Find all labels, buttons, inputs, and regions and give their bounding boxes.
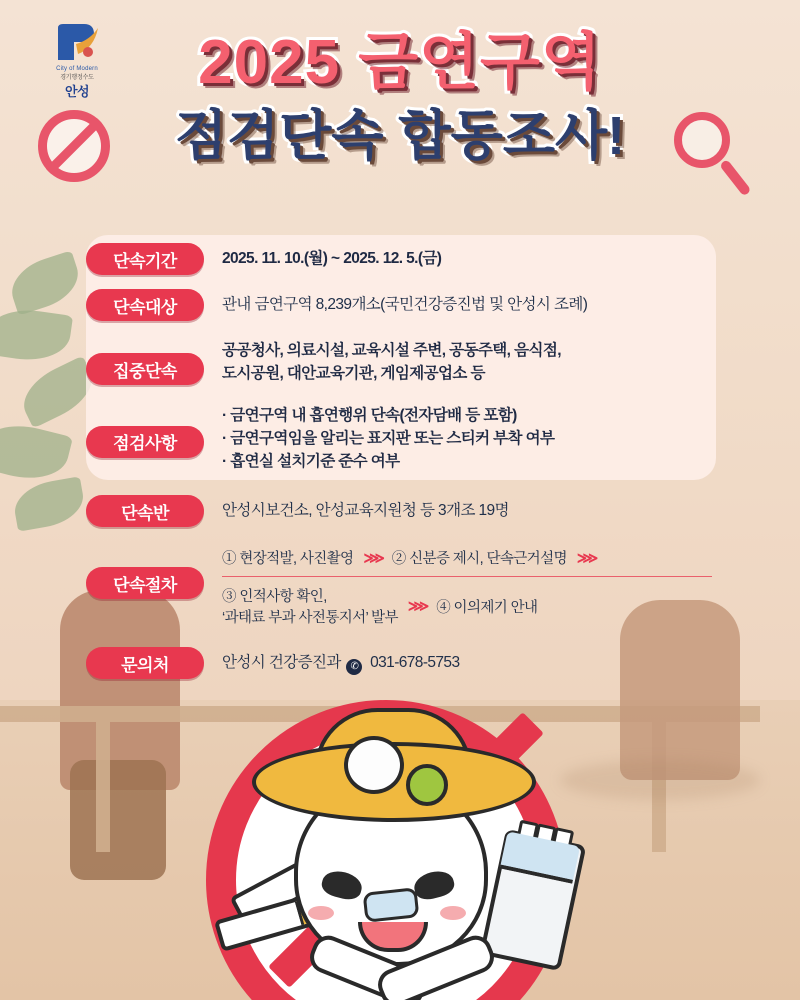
row-tag-target: 단속대상 xyxy=(86,289,204,321)
row-value-target xyxy=(222,289,587,316)
mascot-blush-left xyxy=(308,906,334,920)
procedure-step-3 xyxy=(222,585,398,627)
row-line: 도시공원, 대안교육기관, 게임제공업소 등 xyxy=(222,365,485,383)
row-team xyxy=(86,495,726,527)
procedure-divider xyxy=(222,576,712,577)
procedure-step-2: ② 신분증 제시, 단속근거설명 xyxy=(391,551,567,568)
row-tag-contact: 문의처 xyxy=(86,647,204,679)
phone-icon: ✆ xyxy=(346,659,362,675)
contact-phone[interactable]: 031-678-5753 xyxy=(370,654,460,672)
row-checklist xyxy=(86,400,726,474)
chevron-right-icon: ⋙ xyxy=(407,598,427,616)
info-rows xyxy=(86,243,726,693)
contact-department: 안성시 건강증진과 xyxy=(222,654,341,672)
title-line-2: 점검단속 합동조사! xyxy=(174,106,626,167)
mascot-illustration xyxy=(196,690,616,1000)
procedure-row-1 xyxy=(222,541,712,574)
background-person-left-legs xyxy=(70,760,166,880)
procedure-step-4: ④ 이의제기 안내 xyxy=(436,599,538,616)
mascot-pompom xyxy=(344,736,404,794)
row-line: 관내 금연구역 8,239개소(국민건강증진법 및 안성시 조례) xyxy=(222,296,588,313)
logo-city-kr: 경기행정수도 xyxy=(60,75,94,81)
row-line: 공공청사, 의료시설, 교육시설 주변, 공동주택, 음식점, xyxy=(222,342,561,359)
chevron-right-icon: ⋙ xyxy=(363,549,382,567)
row-line: · 금연구역 내 흡연행위 단속(전자담배 등 포함) xyxy=(222,406,517,424)
row-line: 2025. 11. 10.(월) ~ 2025. 12. 5.(금) xyxy=(222,250,442,267)
row-period xyxy=(86,243,726,275)
logo-city-en: City of Modern xyxy=(56,66,98,72)
row-tag-procedure: 단속절차 xyxy=(86,567,204,599)
procedure-step-3-line2: ‘과태료 부과 사전통지서’ 발부 xyxy=(222,610,398,627)
procedure-step-3-line1: ③ 인적사항 확인, xyxy=(222,589,327,606)
logo-city-name: 안성 xyxy=(64,84,90,99)
row-procedure xyxy=(86,541,726,633)
row-tag-focus: 집중단속 xyxy=(86,353,204,385)
mascot-nose-patch xyxy=(363,887,420,922)
procedure-step-1: ① 현장적발, 사진촬영 xyxy=(222,551,354,568)
mascot-hat-badge xyxy=(406,764,448,806)
chevron-right-icon: ⋙ xyxy=(576,549,596,567)
procedure-steps xyxy=(222,541,712,633)
mascot-blush-right xyxy=(440,906,466,920)
procedure-row-2 xyxy=(222,579,712,633)
row-value-team xyxy=(222,495,509,522)
row-line: · 금연구역임을 알리는 표지판 또는 스티커 부착 여부 xyxy=(222,429,555,447)
row-value-contact xyxy=(222,647,459,675)
row-value-focus xyxy=(222,335,561,386)
title-line-1: 2025 금연구역 xyxy=(198,28,602,97)
row-contact xyxy=(86,647,726,679)
background-table-leg-left xyxy=(96,722,110,852)
row-tag-team: 단속반 xyxy=(86,495,204,527)
row-line: 안성시보건소, 안성교육지원청 등 3개조 19명 xyxy=(222,502,509,520)
row-line: · 흡연실 설치기준 준수 여부 xyxy=(222,453,400,470)
row-tag-checklist: 점검사항 xyxy=(86,426,204,458)
row-target xyxy=(86,289,726,321)
row-focus xyxy=(86,335,726,386)
row-value-period xyxy=(222,243,441,270)
row-tag-period: 단속기간 xyxy=(86,243,204,275)
poster-title xyxy=(0,30,800,166)
row-value-checklist xyxy=(222,400,554,474)
